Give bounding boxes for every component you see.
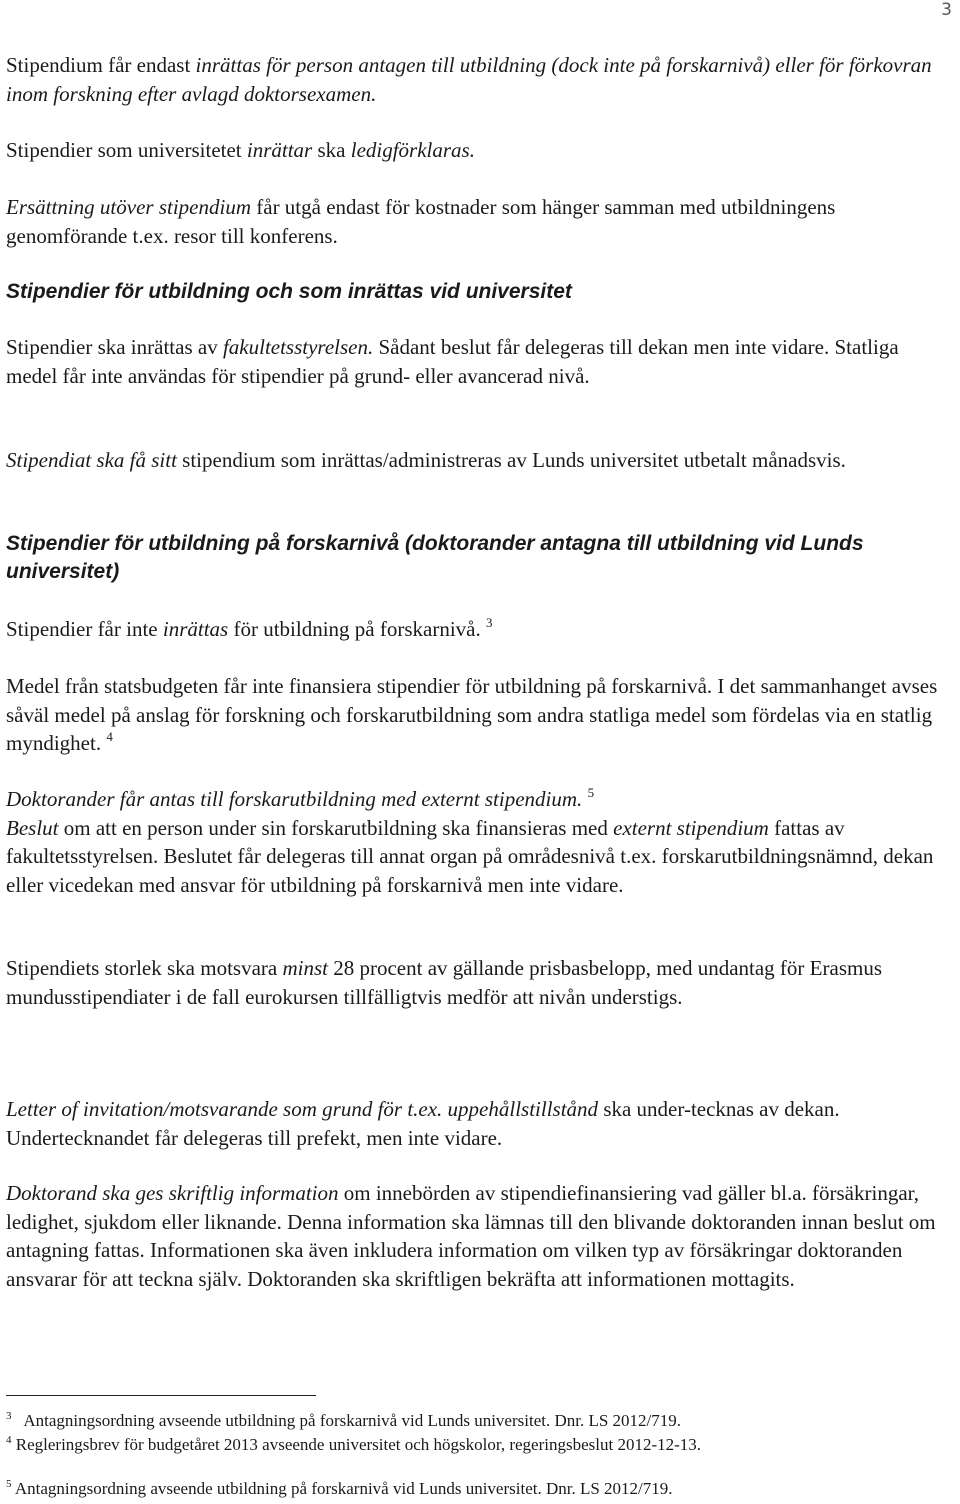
paragraph-emphasis: Beslut [6, 815, 59, 840]
paragraph-emphasis: ledigförklaras. [350, 138, 475, 162]
footnote-3 [6, 1410, 951, 1432]
paragraph-text: för utbildning på forskarnivå. [228, 617, 481, 641]
paragraph-text: fattas av fakultetsstyrelsen. Beslutet får delegeras till annat organ på områdesnivå t.ex. forskarutbildningsnämnd, dekan eller vicedekan med ansvar för utbildning på forskarnivå men inte vidare. [6, 815, 934, 897]
paragraph-emphasis: Doktorand ska ges skriftlig information [6, 1181, 339, 1205]
footnote-4 [6, 1434, 951, 1456]
paragraph-text: om att en person under sin forskarutbildning ska finansieras med [58, 815, 614, 840]
section-heading-university-stipends: Stipendier för utbildning och som inrättas vid universitet [6, 280, 572, 303]
paragraph-state-funds [6, 672, 951, 758]
paragraph-stipend-eligibility [6, 51, 951, 108]
footnote-number: 5 [6, 1478, 12, 1490]
paragraph-emphasis: Ersättning utöver stipendium [6, 195, 251, 219]
paragraph-text: Sådant beslut får delegeras till dekan men inte vidare. Statliga medel får inte användas för stipendier på grund- eller avancerad nivå. [6, 335, 899, 388]
paragraph-text: får utgå endast för kostnader som hänger samman med utbildningens genomförande t.ex. resor till konferens. [6, 195, 836, 248]
paragraph-emphasis: externt stipendium [613, 815, 769, 840]
footnote-text: Regleringsbrev för budgetåret 2013 avseende universitet och högskolor, regeringsbeslut 2012-12-13. [15, 1435, 702, 1454]
paragraph-text: Stipendium får endast [6, 53, 196, 77]
paragraph-emphasis: minst [282, 956, 328, 980]
paragraph-faculty-board [6, 333, 951, 390]
paragraph-emphasis: inrättas [162, 617, 229, 641]
paragraph-text: Stipendier får inte [6, 617, 163, 641]
footnote-reference: 3 [486, 615, 493, 630]
paragraph-emphasis: Letter of invitation/motsvarande som grund för t.ex. uppehållstillstånd [6, 1097, 599, 1121]
footnote-reference: 4 [106, 729, 113, 744]
paragraph-text: ska under-tecknas av dekan. Undertecknandet får delegeras till prefekt, men inte vidare. [6, 1097, 840, 1150]
footnote-reference: 5 [587, 785, 595, 800]
paragraph-announcement [6, 136, 951, 165]
paragraph-compensation [6, 193, 951, 250]
paragraph-emphasis: inrättas för person antagen till utbildning (dock inte på forskarnivå) eller för förkovran inom forskning efter avlagd doktorsexamen. [6, 53, 932, 106]
paragraph-text: Stipendier ska inrättas av [6, 335, 223, 359]
paragraph-text: Stipendier som universitetet [6, 138, 247, 162]
footnote-text: Antagningsordning avseende utbildning på forskarnivå vid Lunds universitet. Dnr. LS 2012/719. [23, 1411, 682, 1430]
paragraph-letter-of-invitation [6, 1095, 951, 1152]
footnote-text: Antagningsordning avseende utbildning på forskarnivå vid Lunds universitet. Dnr. LS 2012/719. [14, 1479, 673, 1498]
footnote-separator [6, 1395, 316, 1396]
paragraph-emphasis: Stipendiat ska få sitt [6, 448, 177, 472]
footnote-5 [6, 1478, 951, 1500]
paragraph-text: 28 procent av gällande prisbasbelopp, med undantag för Erasmus mundusstipendiater i de fall eurokursen tillfälligtvis medför att nivån understigs. [6, 956, 882, 1009]
paragraph-text: Medel från statsbudgeten får inte finansiera stipendier för utbildning på forskarnivå. I det sammanhanget avses såväl medel på anslag för forskning och forskarutbildning som andra statliga medel som fördelas via en statlig myndighet. [6, 674, 938, 755]
paragraph-text: Stipendiets storlek ska motsvara [6, 956, 283, 980]
footnote-number: 4 [6, 1434, 12, 1446]
paragraph-emphasis: Doktorander får antas till forskarutbildning med externt stipendium. [6, 787, 583, 811]
paragraph-written-information [6, 1179, 951, 1293]
paragraph-emphasis: inrättar [246, 138, 313, 162]
footnote-number: 3 [6, 1410, 12, 1422]
paragraph-monthly-payment [6, 446, 951, 475]
paragraph-stipend-size [6, 954, 951, 1011]
paragraph-external-stipend [6, 785, 951, 899]
page-number: 3 [941, 0, 952, 20]
paragraph-emphasis: fakultetsstyrelsen. [222, 335, 374, 359]
paragraph-text: stipendium som inrättas/administreras av Lunds universitet utbetalt månadsvis. [176, 448, 846, 472]
paragraph-text: om innebörden av stipendiefinansiering vad gäller bl.a. försäkringar, ledighet, sjukdom eller liknande. Denna information ska lämnas till den blivande doktoranden innan beslut om antagning fattas. Informationen ska även inkludera information om vilken typ av försäkringar doktoranden ansvarar för att teckna själv. Doktoranden ska skriftligen bekräfta att informationen mottagits. [6, 1181, 936, 1291]
paragraph-no-doctoral-stipends [6, 615, 951, 644]
section-heading-doctoral-stipends: Stipendier för utbildning på forskarnivå (doktorander antagna till utbildning vid Lunds universitet) [6, 532, 864, 583]
paragraph-text: ska [312, 138, 351, 162]
